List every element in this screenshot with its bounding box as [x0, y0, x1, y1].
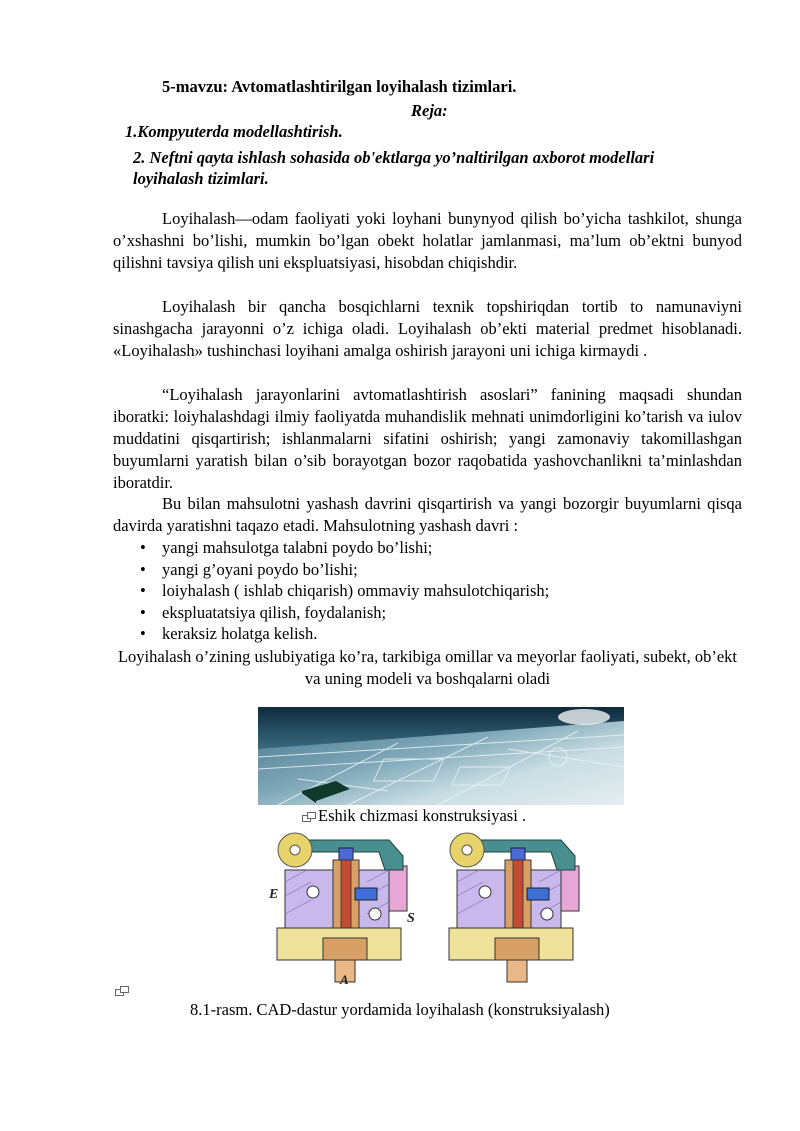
- anchor-icon: [302, 812, 316, 822]
- bullet-icon: •: [140, 602, 146, 622]
- plan-item-2: 2. Neftni qayta ishlash sohasida ob'ektlarga yo’naltirilgan axborot modellari loyihalash tizimlari.: [133, 148, 655, 188]
- blueprint-image: [258, 707, 624, 805]
- bullet-icon: •: [140, 559, 146, 579]
- list-item: • loiyhalash ( ishlab chiqarish) ommaviy mahsulotchiqarish;: [140, 581, 550, 600]
- paragraph-2: Loyihalash bir qancha bosqichlarni texnik topshiriqdan tortib to namunaviyni sinashgacha jarayonni o’z ichiga oladi. Loyihalash ob’ekti material predmet hisoblanadi. «Loyihalash» tushinchasi loyihani amalga oshirish jarayoni uni ichiga kirmaydi .: [113, 297, 742, 360]
- list-item: • yangi mahsulotga talabni poydo bo’lishi;: [140, 538, 433, 557]
- closing-paragraph: Loyihalash o’zining uslubiyatiga ko’ra, tarkibiga omillar va meyorlar faoliyati, subekt, ob’ekt va uning modeli va boshqalarni oladi: [117, 647, 738, 688]
- photo-caption: Eshik chizmasi konstruksiyasi .: [302, 806, 526, 826]
- figure-caption: 8.1-rasm. CAD-dastur yordamida loyihalash (konstruksiyalash): [190, 1000, 610, 1019]
- anchor-icon: [115, 986, 129, 996]
- plan-label: Reja:: [411, 101, 448, 120]
- page-title: 5-mavzu: Avtomatlashtirilgan loyihalash tizimlari.: [162, 77, 517, 96]
- paragraph-4: Bu bilan mahsulotni yashash davrini qisqartirish va yangi bozorgir buyumlarni qisqa davirda yaratishni taqazo etadi. Mahsulotning yashash davri :: [113, 494, 742, 535]
- blueprint-photo: [258, 707, 624, 805]
- lifecycle-list: [113, 537, 742, 645]
- list-item: • yangi g’oyani poydo bo’lishi;: [140, 559, 358, 579]
- list-item: • ekspluatatsiya qilish, foydalanish;: [140, 602, 387, 622]
- bullet-icon: •: [140, 624, 146, 643]
- list-item: • keraksiz holatga kelish.: [140, 624, 318, 643]
- plan-item-1: 1.Kompyuterda modellashtirish.: [125, 122, 343, 141]
- valve-diagram: [267, 826, 589, 986]
- label-a: A: [340, 972, 349, 986]
- paragraph-1: Loyihalash—odam faoliyati yoki loyhani bunynyod qilish bo’yicha tashkilot, shunga o’xshashni bo’lishi, mumkin bo’lgan obekt holatlar jamlanmasi, ma’lum ob’ektni bunyod qilishni tavsiya qilish uni ekspluatsiyasi, hisobdan chiqishdir.: [113, 209, 742, 272]
- label-e: E: [269, 887, 279, 902]
- valve-cross-section: [267, 826, 589, 986]
- bullet-icon: •: [140, 538, 146, 557]
- bullet-icon: •: [140, 581, 146, 600]
- paragraph-3: “Loyihalash jarayonlarini avtomatlashtirish asoslari” fanining maqsadi shundan iboratki: loiyhalashdagi ilmiy faoliyatda muhandislik mehnati unimdorligini ko’tarish va iulov muddatini qisqartirish; ishlanmalarni sifatini oshirish; yangi zamonaviy takomillashgan buyumlarni yaratish bilan o’sib borayotgan bozor raqobatida yashovchanlikni ta’minlashdan iboratdir.: [113, 385, 742, 492]
- label-s: S: [407, 911, 415, 926]
